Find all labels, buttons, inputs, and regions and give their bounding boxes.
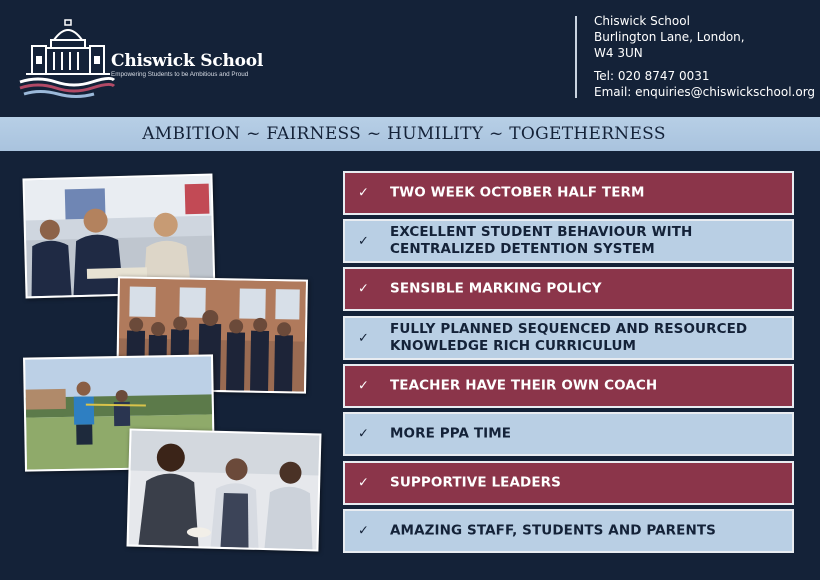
contact-name: Chiswick School bbox=[594, 14, 690, 28]
contact-tel: Tel: 020 8747 0031 bbox=[594, 69, 710, 83]
contact-address-line1: Burlington Lane, London, bbox=[594, 30, 745, 44]
checkmark-icon: ✓ bbox=[358, 378, 369, 394]
benefit-item bbox=[343, 364, 794, 408]
cooking-class-photo bbox=[126, 429, 321, 552]
checkmark-icon: ✓ bbox=[358, 475, 369, 491]
values-banner-text: AMBITION ~ FAIRNESS ~ HUMILITY ~ TOGETHERNESS bbox=[142, 124, 666, 144]
benefit-text: SUPPORTIVE LEADERS bbox=[390, 474, 561, 491]
benefit-item bbox=[343, 316, 794, 360]
benefit-text: TWO WEEK OCTOBER HALF TERM bbox=[390, 184, 645, 201]
benefit-item bbox=[343, 509, 794, 553]
benefit-item bbox=[343, 461, 794, 505]
values-banner bbox=[0, 117, 820, 151]
checkmark-icon: ✓ bbox=[358, 523, 369, 539]
benefit-item bbox=[343, 267, 794, 311]
benefit-text: AMAZING STAFF, STUDENTS AND PARENTS bbox=[390, 522, 717, 539]
checkmark-icon: ✓ bbox=[358, 331, 369, 346]
school-building-logo-icon bbox=[18, 16, 118, 100]
checkmark-icon: ✓ bbox=[358, 281, 369, 297]
checkmark-icon: ✓ bbox=[358, 185, 369, 201]
benefit-item bbox=[343, 171, 794, 215]
benefit-item bbox=[343, 412, 794, 456]
contact-block bbox=[594, 13, 815, 100]
benefit-item bbox=[343, 219, 794, 263]
benefit-text: SENSIBLE MARKING POLICY bbox=[390, 280, 602, 297]
contact-email[interactable]: Email: enquiries@chiswickschool.org bbox=[594, 85, 816, 99]
benefit-text: MORE PPA TIME bbox=[390, 425, 512, 442]
header bbox=[0, 0, 820, 116]
benefit-text: TEACHER HAVE THEIR OWN COACH bbox=[390, 377, 658, 394]
header-divider bbox=[575, 16, 577, 98]
benefit-text: EXCELLENT STUDENT BEHAVIOUR WITH CENTRALIZED DETENTION SYSTEM bbox=[390, 224, 693, 257]
school-name: Chiswick School bbox=[111, 51, 264, 71]
benefit-text: FULLY PLANNED SEQUENCED AND RESOURCED KNOWLEDGE RICH CURRICULUM bbox=[390, 321, 748, 354]
checkmark-icon: ✓ bbox=[358, 234, 369, 249]
contact-address-line2: W4 3UN bbox=[594, 46, 643, 60]
checkmark-icon: ✓ bbox=[358, 426, 369, 442]
school-tagline: Empowering Students to be Ambitious and Proud bbox=[111, 71, 249, 78]
